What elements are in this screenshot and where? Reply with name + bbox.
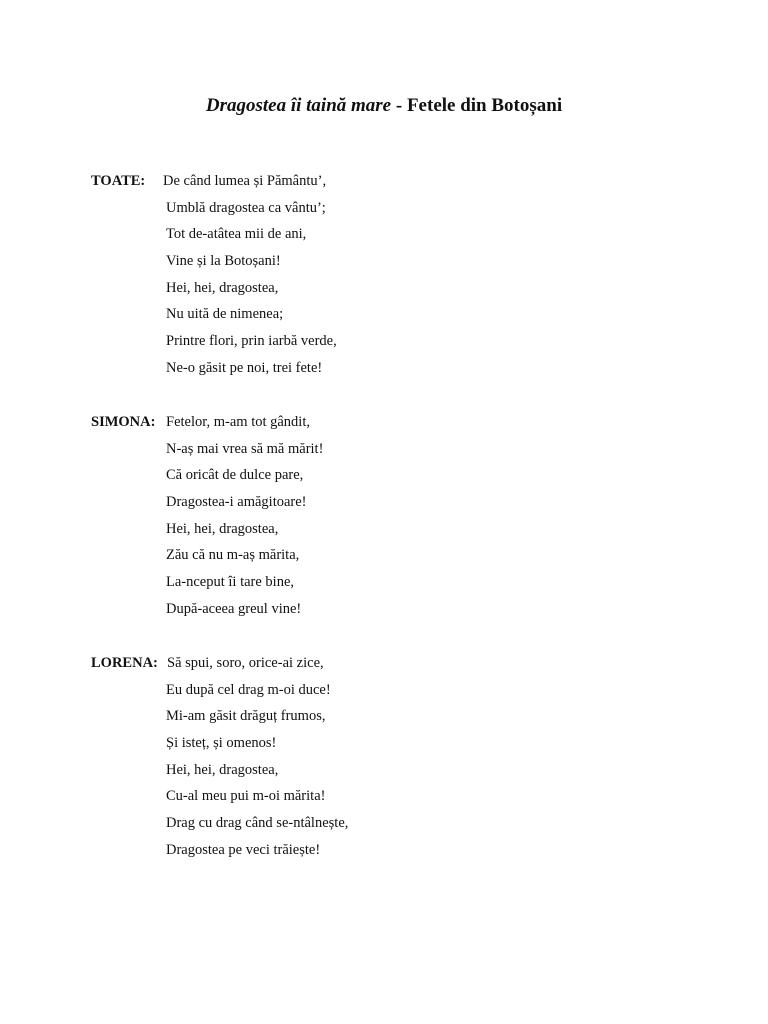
lyric-line bbox=[91, 275, 711, 302]
lyric-text: După-aceea greul vine! bbox=[166, 600, 302, 617]
stanza-toate bbox=[91, 168, 711, 382]
lyric-text: Eu după cel drag m-oi duce! bbox=[166, 681, 331, 698]
lyric-text: Hei, hei, dragostea, bbox=[166, 279, 279, 296]
lyric-line bbox=[91, 409, 711, 436]
lyric-line bbox=[91, 489, 711, 516]
lyric-text: Hei, hei, dragostea, bbox=[166, 761, 279, 778]
lyric-text: Dragostea-i amăgitoare! bbox=[166, 494, 307, 511]
lyric-line bbox=[91, 195, 711, 222]
lyric-text: Hei, hei, dragostea, bbox=[166, 520, 279, 537]
lyric-line bbox=[91, 757, 711, 784]
lyric-text: Mi-am găsit drăguț frumos, bbox=[166, 708, 326, 725]
lyric-line bbox=[91, 810, 711, 837]
lyric-line bbox=[91, 301, 711, 328]
song-title: Dragostea îi taină mare bbox=[205, 95, 392, 116]
lyric-text: Că oricât de dulce pare, bbox=[166, 467, 304, 484]
group-name: Fetele din Botoșani bbox=[406, 95, 563, 116]
lyric-line bbox=[91, 837, 711, 864]
lyric-text: Drag cu drag când se-ntâlnește, bbox=[166, 815, 349, 832]
title-separator: - bbox=[391, 95, 407, 116]
speaker-label: SIMONA: bbox=[91, 414, 156, 430]
lyric-line bbox=[91, 462, 711, 489]
lyric-text: Cu-al meu pui m-oi mărita! bbox=[166, 788, 326, 805]
speaker-label: LORENA: bbox=[91, 655, 158, 671]
speaker-label: TOATE: bbox=[91, 173, 146, 189]
lyric-line bbox=[91, 650, 711, 677]
lyric-line bbox=[91, 168, 711, 195]
lyric-text: Umblă dragostea ca vântu’; bbox=[166, 199, 326, 216]
lyric-text: N-aș mai vrea să mă mărit! bbox=[166, 440, 324, 457]
lyric-line bbox=[91, 569, 711, 596]
lyric-line bbox=[91, 248, 711, 275]
lyric-text: Și isteț, și omenos! bbox=[166, 735, 277, 752]
lyric-text: De când lumea și Pământu’, bbox=[163, 173, 327, 189]
lyric-line bbox=[91, 783, 711, 810]
lyric-line bbox=[91, 436, 711, 463]
lyric-text: Zău că nu m-aș mărita, bbox=[166, 547, 300, 564]
lyric-text: Dragostea pe veci trăiește! bbox=[166, 841, 321, 858]
lyric-line bbox=[91, 328, 711, 355]
lyric-text: Să spui, soro, orice-ai zice, bbox=[167, 655, 324, 671]
lyric-text: Vine și la Botoșani! bbox=[166, 253, 281, 270]
lyric-line bbox=[91, 516, 711, 543]
lyric-line bbox=[91, 355, 711, 382]
lyric-text: Fetelor, m-am tot gândit, bbox=[166, 414, 310, 430]
lyric-line bbox=[91, 221, 711, 248]
lyric-text: Printre flori, prin iarbă verde, bbox=[166, 333, 337, 350]
lyric-line bbox=[91, 730, 711, 757]
lyric-line bbox=[91, 596, 711, 623]
lyric-line bbox=[91, 677, 711, 704]
stanza-lorena bbox=[91, 650, 711, 864]
lyric-text: La-nceput îi tare bine, bbox=[166, 574, 295, 591]
lyric-text: Nu uită de nimenea; bbox=[166, 306, 284, 323]
stanza-simona bbox=[91, 409, 711, 623]
lyric-line bbox=[91, 703, 711, 730]
lyric-line bbox=[91, 542, 711, 569]
lyric-text: Tot de-atâtea mii de ani, bbox=[166, 226, 307, 243]
document-title bbox=[0, 94, 768, 118]
lyric-text: Ne-o găsit pe noi, trei fete! bbox=[166, 359, 323, 376]
